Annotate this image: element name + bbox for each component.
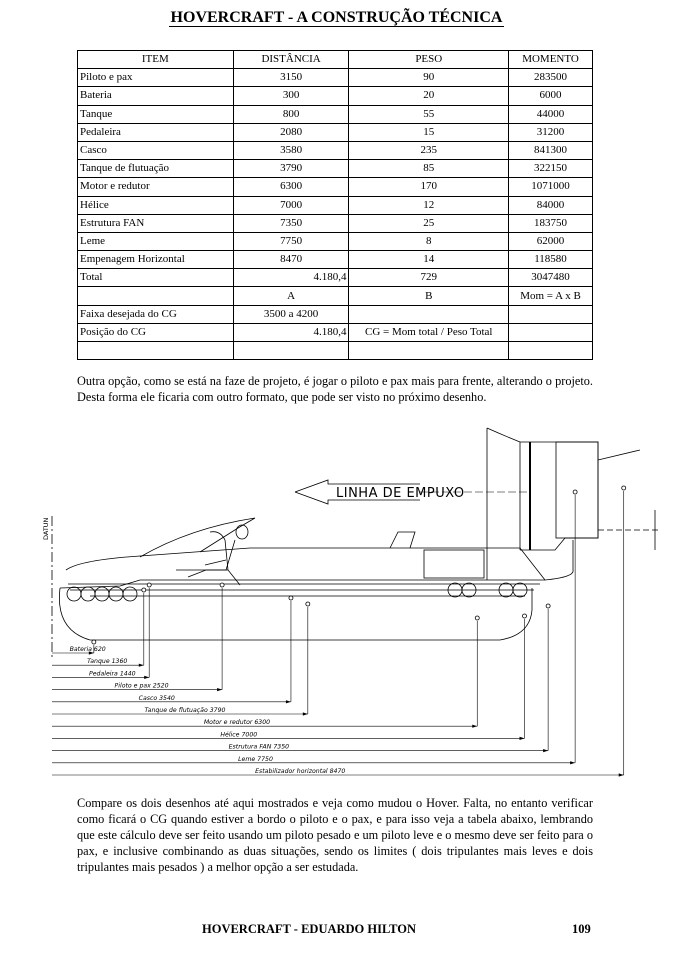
table-cell: 235 <box>349 141 509 159</box>
table-cell: Pedaleira <box>78 123 234 141</box>
table-cell: Mom = A x B <box>509 287 593 305</box>
dimension-label: Piloto e pax 2520 <box>114 682 169 690</box>
table-row <box>78 69 593 87</box>
dimension-label: Leme 7750 <box>238 755 273 763</box>
cg-table <box>77 50 593 360</box>
table-cell: 3047480 <box>509 269 593 287</box>
header-item: ITEM <box>78 51 234 69</box>
cg-point <box>142 588 146 592</box>
engine-cover <box>390 532 415 548</box>
dimension-arrow <box>217 688 222 691</box>
engine-block <box>424 550 484 578</box>
dimension-label: Casco 3540 <box>138 694 175 702</box>
paragraph-intro: Outra opção, como se está na faze de projeto, é jogar o piloto e pax mais para frente, alterando o projeto. Desta forma ele ficaria com outro formato, que pode ser visto no próximo desenho. <box>77 374 593 404</box>
table-cell <box>509 323 593 341</box>
datum-label: DATUN <box>42 517 50 540</box>
table-row <box>78 232 593 250</box>
table-cell: 3790 <box>233 160 349 178</box>
table-cell: 44000 <box>509 105 593 123</box>
dimension-label: Motor e redutor 6300 <box>203 719 271 727</box>
table-cell: 6000 <box>509 87 593 105</box>
header-distance: DISTÂNCIA <box>233 51 349 69</box>
table-cell <box>233 342 349 360</box>
dimension-label: Tanque de flutuação 3790 <box>144 707 226 714</box>
table-row <box>78 105 593 123</box>
table-cell: Piloto e pax <box>78 69 234 87</box>
table-cell: Faixa desejada do CG <box>78 305 234 323</box>
hull-top-outline <box>60 540 573 588</box>
table-cell: 90 <box>349 69 509 87</box>
table-cell: 25 <box>349 214 509 232</box>
cg-point <box>523 614 527 618</box>
dimension-arrow <box>144 676 149 679</box>
table-row-desired <box>78 305 593 323</box>
table-cell: Tanque de flutuação <box>78 160 234 178</box>
table-cell: 300 <box>233 87 349 105</box>
table-cell: A <box>233 287 349 305</box>
page-title-text: HOVERCRAFT - A CONSTRUÇÃO TÉCNICA <box>170 9 503 26</box>
table-row <box>78 141 593 159</box>
table-cell: B <box>349 287 509 305</box>
table-cell: 2080 <box>233 123 349 141</box>
table-cell: Bateria <box>78 87 234 105</box>
table-row <box>78 196 593 214</box>
table-cell: 62000 <box>509 232 593 250</box>
table-cell: 7750 <box>233 232 349 250</box>
hovercraft-outline <box>52 428 660 660</box>
table-row <box>78 214 593 232</box>
table-cell: 31200 <box>509 123 593 141</box>
footer-author: HOVERCRAFT - EDUARDO HILTON <box>202 922 417 936</box>
table-cell: 729 <box>349 269 509 287</box>
table-cell: 14 <box>349 251 509 269</box>
table-cell: 170 <box>349 178 509 196</box>
dimension-label: Tanque 1360 <box>87 658 128 666</box>
table-cell: 4.180,4 <box>233 269 349 287</box>
table-cell: Total <box>78 269 234 287</box>
table-row <box>78 269 593 287</box>
table-cell: 12 <box>349 196 509 214</box>
dimension-label: Pedaleira 1440 <box>89 670 136 678</box>
table-cell: 6300 <box>233 178 349 196</box>
table-cell: 322150 <box>509 160 593 178</box>
table-cell <box>509 342 593 360</box>
table-cell: 84000 <box>509 196 593 214</box>
table-cell: 183750 <box>509 214 593 232</box>
table-row-position <box>78 323 593 341</box>
header-moment: MOMENTO <box>509 51 593 69</box>
cg-point <box>220 583 224 587</box>
table-cell: Casco <box>78 141 234 159</box>
stabilizer-line <box>598 450 640 460</box>
hull-lines <box>68 584 540 596</box>
dimension-arrow <box>139 664 144 667</box>
table-cell: 8 <box>349 232 509 250</box>
table-cell: 4.180,4 <box>233 323 349 341</box>
table-cell: Empenagem Horizontal <box>78 251 234 269</box>
table-cell: 283500 <box>509 69 593 87</box>
table-cell: 7000 <box>233 196 349 214</box>
table-cell <box>78 342 234 360</box>
rudder <box>556 442 598 538</box>
table-row <box>78 87 593 105</box>
table-cell: CG = Mom total / Peso Total <box>349 323 509 341</box>
dimension-label: Estabilizador horizontal 8470 <box>255 768 346 775</box>
fan-duct <box>487 428 598 580</box>
table-row-abm <box>78 287 593 305</box>
thrust-label: LINHA DE EMPUXO <box>336 486 465 501</box>
pilot-head <box>236 525 248 539</box>
dimension-arrow <box>543 749 548 752</box>
dimension-label: Bateria 620 <box>69 646 106 653</box>
table-cell: 3150 <box>233 69 349 87</box>
table-cell: 20 <box>349 87 509 105</box>
table-cell: 85 <box>349 160 509 178</box>
hull-deck <box>66 548 545 580</box>
table-cell: 7350 <box>233 214 349 232</box>
dimension-arrow <box>303 712 308 715</box>
table-row <box>78 178 593 196</box>
table-cell: 15 <box>349 123 509 141</box>
table-cell: 3580 <box>233 141 349 159</box>
table-row-empty <box>78 342 593 360</box>
dimension-arrow <box>619 773 624 776</box>
table-cell: 55 <box>349 105 509 123</box>
cg-point <box>546 604 550 608</box>
dimension-lines <box>52 486 626 777</box>
table-cell: Leme <box>78 232 234 250</box>
skirt-rolls <box>67 583 527 601</box>
table-row <box>78 160 593 178</box>
dimension-arrow <box>570 761 575 764</box>
table-cell: Hélice <box>78 196 234 214</box>
table-cell: Estrutura FAN <box>78 214 234 232</box>
cg-point <box>92 640 96 644</box>
header-weight: PESO <box>349 51 509 69</box>
table-cell <box>349 305 509 323</box>
table-row <box>78 251 593 269</box>
dimension-label: Hélice 7000 <box>220 731 258 739</box>
table-cell: 8470 <box>233 251 349 269</box>
table-cell: Posição do CG <box>78 323 234 341</box>
paragraph-conclusion: Compare os dois desenhos até aqui mostrados e veja como mudou o Hover. Falta, no entanto verificar como ficará o CG quando estiver a bordo o piloto e o pax, e para isso veja a tabela abaixo, lembrando que este cálculo deve ser feito usando um piloto pesado e um piloto leve e o mesmo deve ser feito para o pax, e inclusive combinando as duas situações, sendo os limites ( dois tripulantes mais leves e dois tripulantes mais pesados ) a melhor opção a ser estudada. <box>77 796 593 874</box>
table-cell: 841300 <box>509 141 593 159</box>
thrust-line-group <box>295 480 530 504</box>
cg-point <box>306 602 310 606</box>
page-number: 109 <box>572 922 591 936</box>
dimension-label: Estrutura FAN 7350 <box>228 743 290 751</box>
cg-point <box>147 583 151 587</box>
table-cell: 1071000 <box>509 178 593 196</box>
dimension-arrow <box>286 700 291 703</box>
dimension-arrow <box>520 737 525 740</box>
pilot-body <box>188 540 235 577</box>
table-cell <box>509 305 593 323</box>
cg-point <box>622 486 626 490</box>
table-cell: 118580 <box>509 251 593 269</box>
table-cell: Motor e redutor <box>78 178 234 196</box>
cg-point <box>475 616 479 620</box>
table-cell <box>349 342 509 360</box>
table-row <box>78 123 593 141</box>
table-cell: 3500 a 4200 <box>233 305 349 323</box>
hovercraft-side-drawing <box>0 420 673 790</box>
cg-point <box>573 490 577 494</box>
page-title <box>0 9 673 27</box>
pilot-figure <box>176 532 240 585</box>
table-header-row <box>78 51 593 69</box>
table-cell <box>78 287 234 305</box>
cg-point <box>289 596 293 600</box>
dimension-arrow <box>472 725 477 728</box>
table-cell: 800 <box>233 105 349 123</box>
table-cell: Tanque <box>78 105 234 123</box>
